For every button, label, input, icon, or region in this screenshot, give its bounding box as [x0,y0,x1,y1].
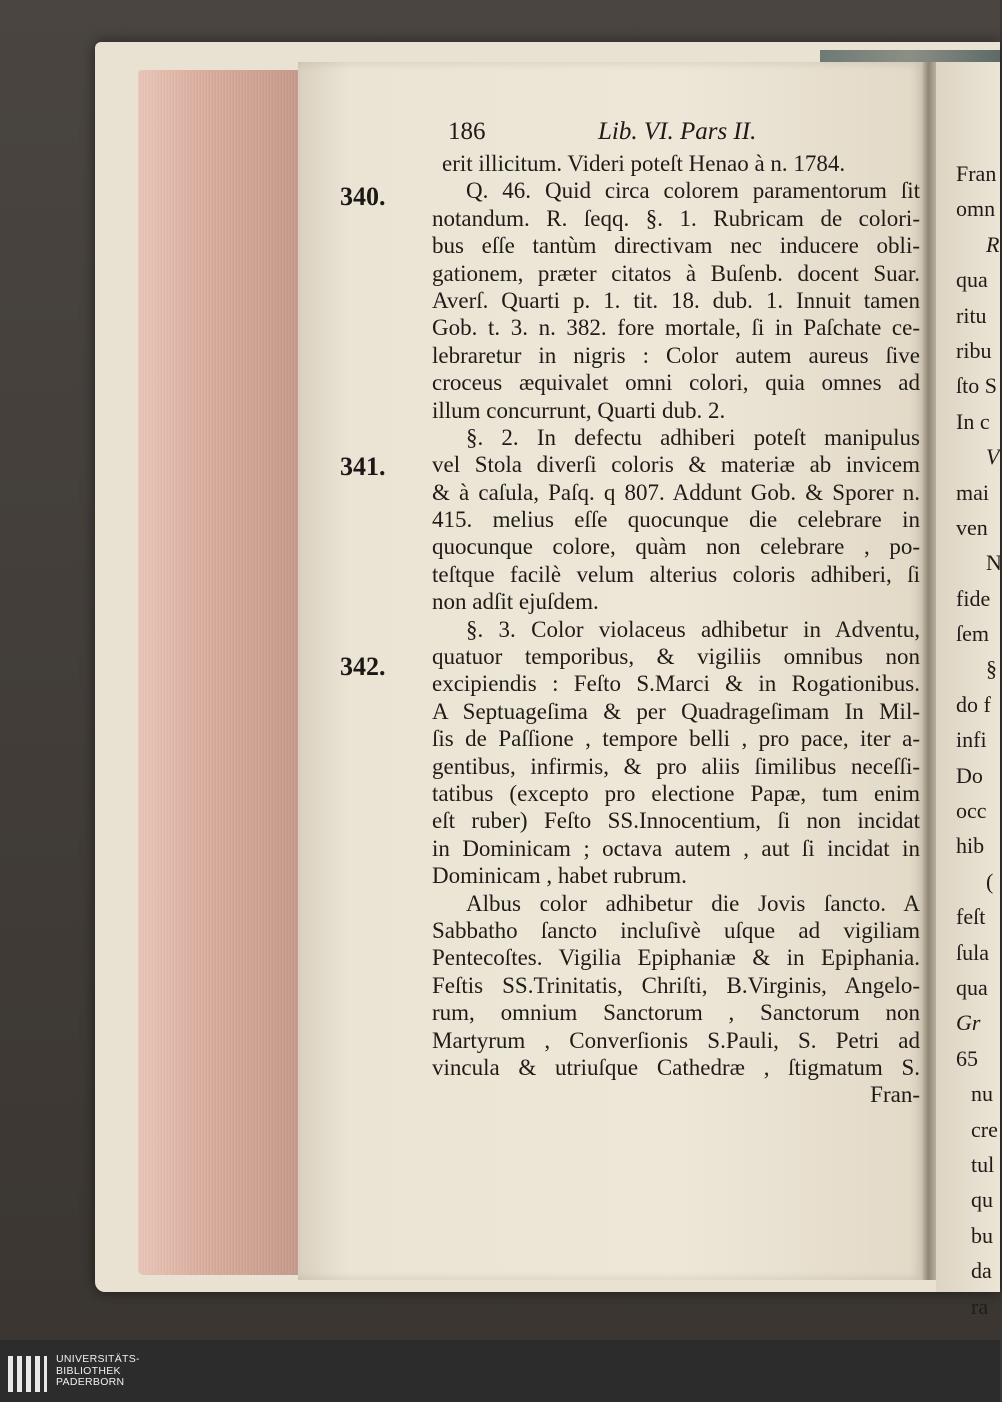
text-line: gationem, præter citatos à Buſenb. docent Suar. [432,260,920,286]
marginal-number: 342. [340,652,386,681]
facing-line: ( [986,868,994,894]
text-line: eſt ruber) Feſto SS.Innocentium, ſi non incidat [432,808,920,834]
facing-line: ſto S [956,373,997,399]
facing-line: R [986,231,1000,257]
text-line: quocunque colore, quàm non celebrare , po- [432,534,920,560]
facing-line: § [986,656,997,682]
text-line: Pentecoſtes. Vigilia Epiphaniæ & in Epiphania. [432,945,920,971]
facing-line: ſula [956,939,989,965]
library-logo-text [56,1354,140,1389]
facing-line: ra [971,1293,989,1319]
library-logo-icon [8,1356,48,1392]
text-line: Feſtis SS.Trinitatis, Chriſti, B.Virginis, Angelo- [432,972,920,998]
facing-line: ven [956,514,988,540]
text-line: quatuor temporibus, & vigiliis omnibus non [432,644,920,670]
text-line: Q. 46. Quid circa colorem paramentorum ſit [466,178,920,204]
facing-line: ritu [956,302,987,328]
logo-line: PADERBORN [56,1376,125,1388]
page-number: 186 [448,118,486,145]
text-line: gentibus, infirmis, & pro aliis ſimilibus neceſſi- [432,753,920,779]
marginal-number: 340. [340,182,386,211]
text-line: A Septuageſima & per Quadrageſimam In Mil- [432,698,920,724]
text-line: bus eſſe tantùm directivam nec inducere obli- [432,233,920,259]
text-line: Albus color adhibetur die Jovis ſancto. A [466,890,920,916]
facing-line: qua [956,267,988,293]
page-edges-shading [138,70,298,1275]
facing-line: da [971,1258,992,1284]
facing-line: qua [956,974,988,1000]
facing-line: hib [956,833,985,859]
running-title: Lib. VI. Pars II. [598,118,757,145]
text-line: Gob. t. 3. n. 382. fore mortale, ſi in Paſchate ce- [432,315,920,341]
text-line: ſis de Paſſione , tempore belli , pro pace, iter a- [432,726,920,752]
facing-line: nu [971,1081,993,1107]
text-line: vincula & utriuſque Cathedræ , ſtigmatum S. [432,1054,920,1080]
facing-line: V [986,444,1000,470]
facing-line: feſt [956,904,986,930]
facing-line: infi [956,727,987,753]
right-page-fragment [936,62,1002,1319]
facing-line: Do [956,762,983,788]
logo-line: BIBLIOTHEK [56,1364,121,1377]
text-line: teſtque facilè velum alterius coloris adhiberi, ſi [432,561,920,587]
catchword: Fran- [870,1082,920,1108]
text-line: erit illicitum. Videri poteſt Henao à n. 1784. [442,151,846,176]
text-line: Martyrum , Converſionis S.Pauli, S. Petri ad [432,1027,920,1053]
facing-line: Gr [956,1010,981,1036]
text-line: §. 2. In defectu adhiberi poteſt manipulus [466,424,920,450]
facing-line: do f [956,691,991,717]
main-text [432,150,920,1109]
text-line: Sabbatho ſancto incluſivè uſque ad vigiliam [432,917,920,943]
facing-line: mai [956,479,989,505]
facing-line: omn [956,196,996,222]
facing-line: occ [956,798,987,824]
facing-line: qu [971,1187,993,1213]
text-line: lebraretur in nigris : Color autem aureus ſive [432,342,920,368]
text-line: rum, omnium Sanctorum , Sanctorum non [432,1000,920,1026]
text-line: Dominicam , habet rubrum. [432,863,687,889]
facing-line: bu [971,1222,993,1248]
facing-line: fide [956,585,991,611]
text-line: & à caſula, Paſq. q 807. Addunt Gob. & Sporer n. [432,479,920,505]
text-line: in Dominicam ; octava autem , aut ſi incidat in [432,835,920,861]
facing-line: tul [971,1151,995,1177]
running-head [448,118,828,154]
text-line: tatibus (excepto pro electione Papæ, tum enim [432,780,920,806]
facing-page-text [936,156,1002,1324]
facing-line: N [986,550,1002,576]
text-line: 415. melius eſſe quocunque die celebrare in [432,507,920,533]
facing-line: 65 [956,1045,978,1071]
library-footer [0,1340,1000,1402]
text-line: notandum. R. ſeqq. §. 1. Rubricam de colori- [432,205,920,231]
facing-line: cre [971,1116,998,1142]
marginal-number: 341. [340,452,386,481]
text-line: excipiendis : Feſto S.Marci & in Rogationibus. [432,671,920,697]
facing-line: ſem [956,621,989,647]
text-line: croceus æquivalet omni colori, quia omnes ad [432,370,920,396]
book-gutter [922,62,936,1280]
facing-line: In c [956,408,990,434]
facing-line: Fran [956,161,997,186]
text-line: Averſ. Quarti p. 1. tit. 18. dub. 1. Innuit tamen [432,287,920,313]
text-line: non adſit ejuſdem. [432,589,599,615]
text-line: vel Stola diverſi coloris & materiæ ab invicem [432,452,920,478]
logo-line: UNIVERSITÄTS- [56,1353,140,1365]
text-line: illum concurrunt, Quarti dub. 2. [432,397,726,423]
text-line: §. 3. Color violaceus adhibetur in Adventu, [466,616,920,642]
facing-line: ribu [956,337,992,363]
